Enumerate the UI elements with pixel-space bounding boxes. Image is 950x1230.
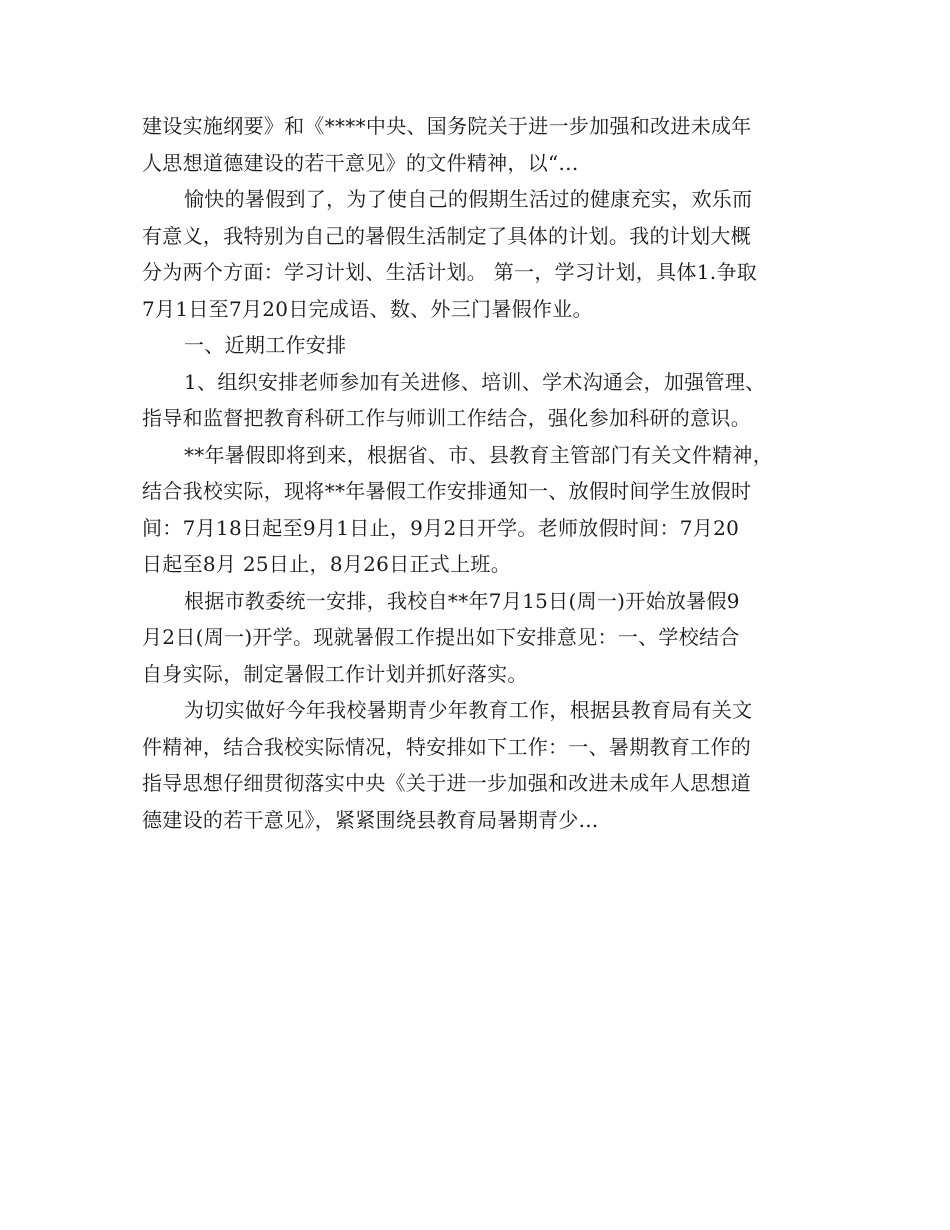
section-heading: 一、近期工作安排 [184,333,347,357]
paragraph-line: 7月1日至7月20日完成语、数、外三门暑假作业。 [142,296,593,321]
paragraph-line: 结合我校实际，现将**年暑假工作安排通知一、放假时间学生放假时 [142,479,752,503]
paragraph-line: 有意义，我特别为自己的暑假生活制定了具体的计划。我的计划大概 [142,223,751,248]
paragraph-line: 件精神，结合我校实际情况，特安排如下工作：一、暑期教育工作的 [142,734,751,759]
paragraph-line: 为切实做好今年我校暑期青少年教育工作，根据县教育局有关文 [184,698,753,722]
paragraph-line: 分为两个方面：学习计划、生活计划。 第一，学习计划，具体1.争取 [142,260,758,284]
paragraph-line: 自身实际，制定暑假工作计划并抓好落实。 [142,661,528,686]
paragraph-line: 指导思想仔细贯彻落实中央《关于进一步加强和改进未成年人思想道 [142,771,751,795]
paragraph-line: 建设实施纲要》和《****中央、国务院关于进一步加强和改进未成年 [142,114,752,138]
paragraph-line: 1、组织安排老师参加有关进修、培训、学术沟通会，加强管理、 [184,369,766,394]
document-body [142,108,822,838]
paragraph-line: 根据市教委统一安排，我校自**年7月15日(周一)开始放暑假9 [184,588,740,613]
paragraph-line: 月2日(周一)开学。现就暑假工作提出如下安排意见：一、学校结合 [142,625,740,649]
paragraph-line: 愉快的暑假到了，为了使自己的假期生活过的健康充实，欢乐而 [184,187,753,211]
paragraph-line: 指导和监督把教育科研工作与师训工作结合，强化参加科研的意识。 [142,406,751,430]
paragraph-line: 人思想道德建设的若干意见》的文件精神，以“... [142,150,579,175]
paragraph-line: **年暑假即将到来，根据省、市、县教育主管部门有关文件精神， [184,442,773,467]
paragraph-line: 日起至8月 25日止，8月26日正式上班。 [142,552,512,576]
paragraph-line: 间：7月18日起至9月1日止，9月2日开学。老师放假时间：7月20 [142,515,740,540]
paragraph-line: 德建设的若干意见》，紧紧围绕县教育局暑期青少... [142,807,599,832]
